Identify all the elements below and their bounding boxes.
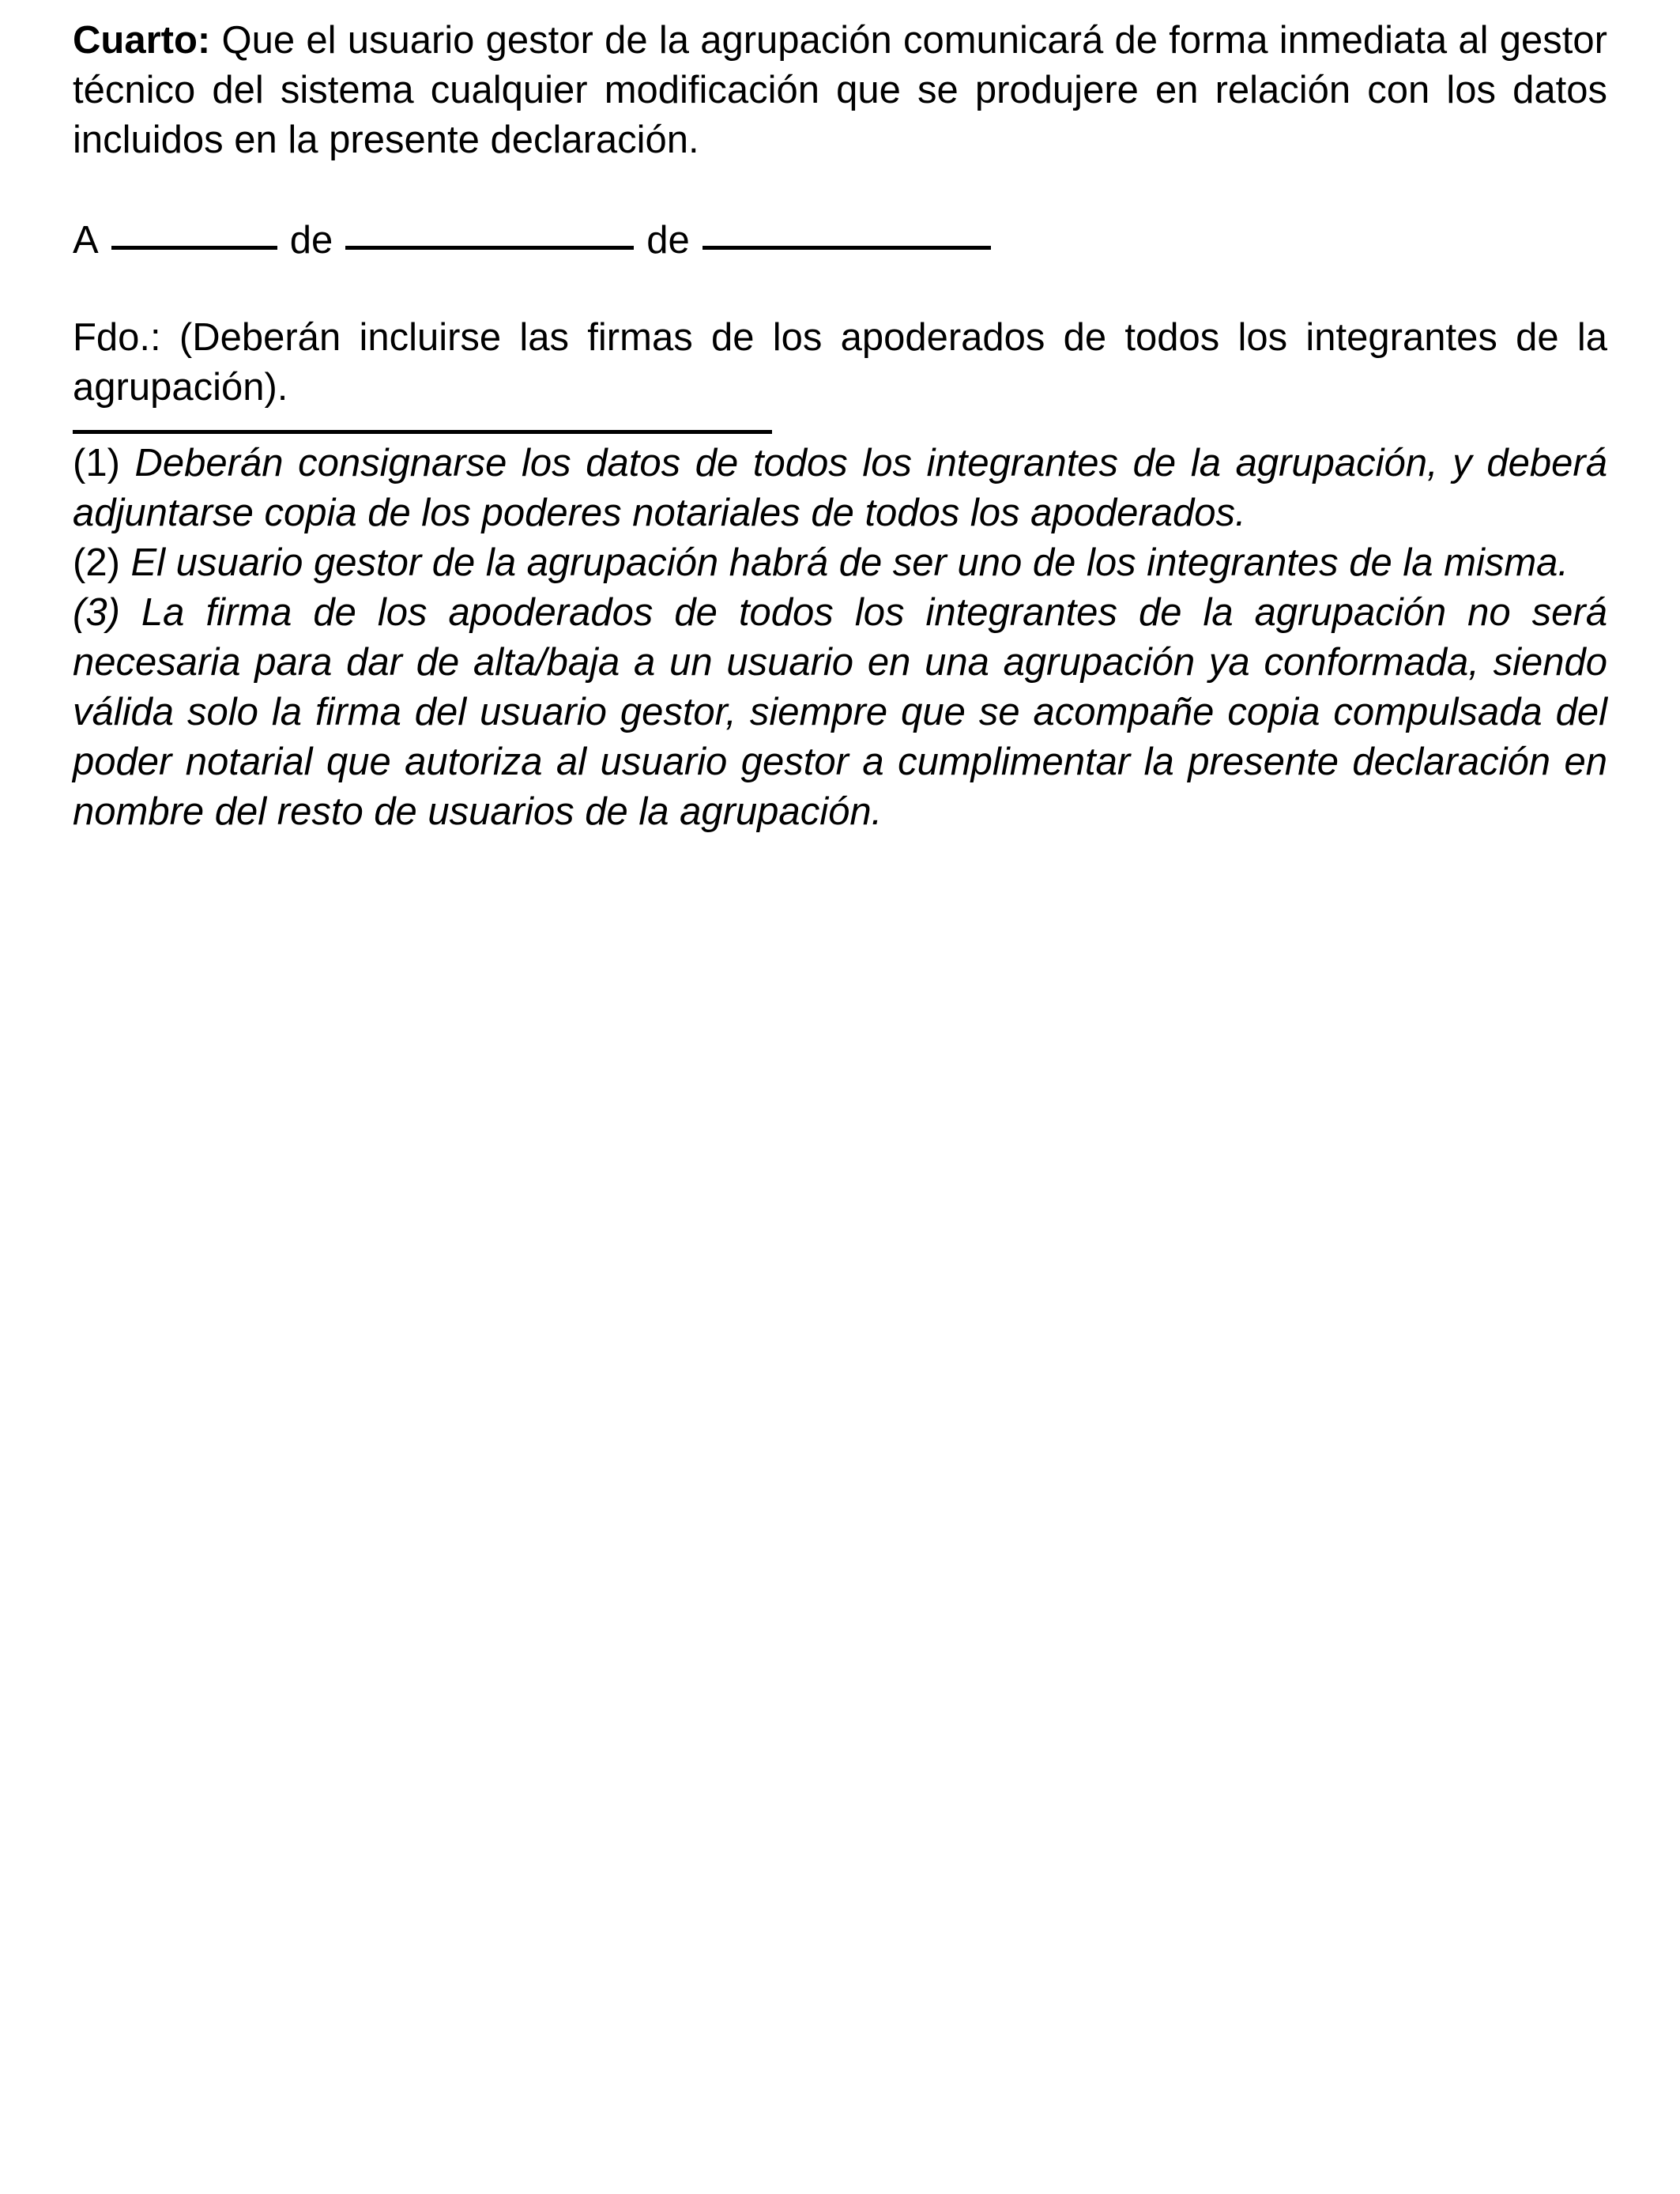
signature-paragraph: Fdo.: (Deberán incluirse las firmas de los apoderados de todos los integrantes de la agrupación). <box>73 316 1607 409</box>
footnote-2 <box>73 538 1607 588</box>
date-line <box>73 213 1607 266</box>
footnotes <box>73 439 1607 837</box>
cuarto-text: Que el usuario gestor de la agrupación comunicará de forma inmediata al gestor técnico del sistema cualquier modificación que se produjere en relación con los datos incluidos en la presente declaración. <box>73 19 1607 161</box>
footnote-marker: (2) <box>73 541 120 584</box>
year-blank-field[interactable] <box>703 209 991 250</box>
date-separator-1: de <box>289 219 333 262</box>
footnote-text: Deberán consignarse los datos de todos los integrantes de la agrupación, y deberá adjuntarse copia de los poderes notariales de todos los apoderados. <box>73 442 1607 534</box>
footnote-text: La firma de los apoderados de todos los integrantes de la agrupación no será necesaria para dar de alta/baja a un usuario en una agrupación ya conformada, siendo válida solo la firma del usuario gestor, siempre que se acompañe copia compulsada del poder notarial que autoriza al usuario gestor a cumplimentar la presente declaración en nombre del resto de usuarios de la agrupación. <box>73 591 1607 833</box>
footnote-text: El usuario gestor de la agrupación habrá de ser uno de los integrantes de la misma. <box>119 541 1569 584</box>
document-page <box>73 16 1607 837</box>
footnote-3 <box>73 588 1607 837</box>
footnote-marker: (3) <box>73 591 120 634</box>
footnote-marker: (1) <box>73 442 120 484</box>
day-blank-field[interactable] <box>111 209 277 250</box>
date-separator-2: de <box>646 219 690 262</box>
date-prefix: A <box>73 219 99 262</box>
cuarto-paragraph <box>73 16 1607 165</box>
footnote-separator <box>73 430 772 434</box>
cuarto-heading: Cuarto: <box>73 19 211 62</box>
month-blank-field[interactable] <box>345 209 634 250</box>
footnote-1 <box>73 439 1607 538</box>
